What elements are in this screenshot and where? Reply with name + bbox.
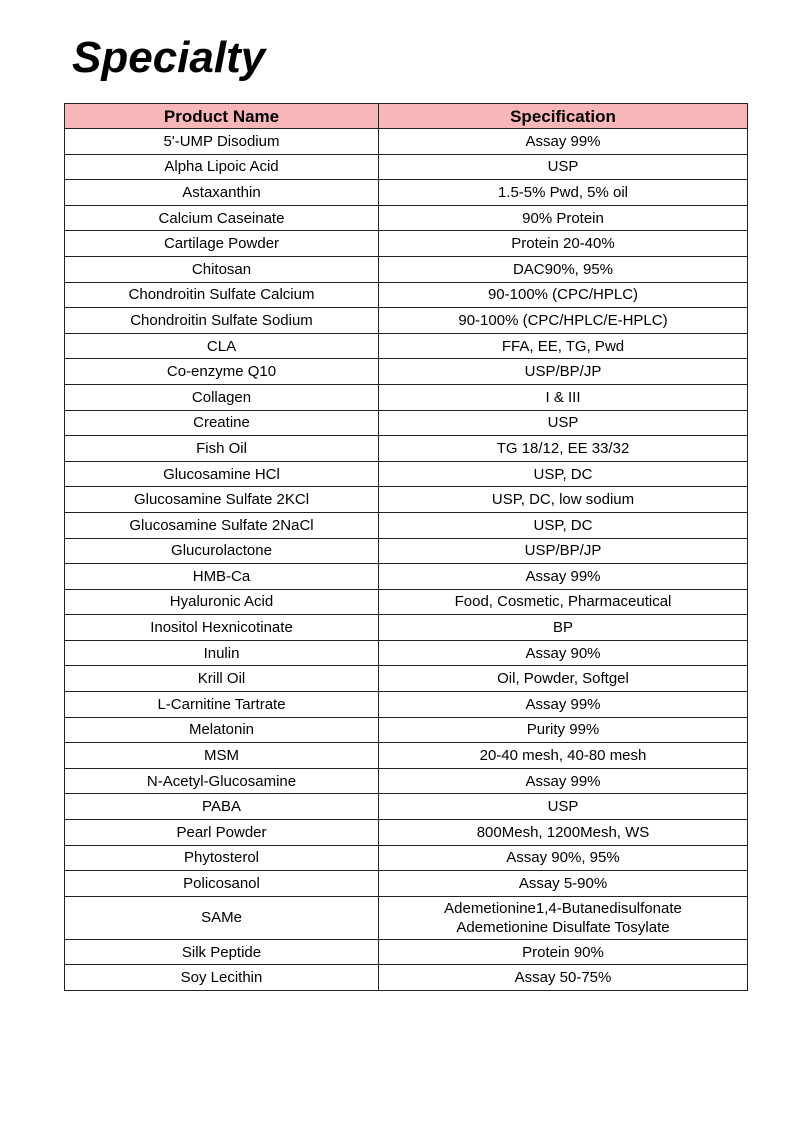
specification-cell [379, 512, 748, 538]
specification-cell [379, 743, 748, 769]
specification-line: USP [547, 414, 579, 432]
specification-cell [379, 871, 748, 897]
table-row [65, 965, 748, 991]
specification-line: 1.5-5% Pwd, 5% oil [497, 183, 629, 201]
product-name-cell: MSM [65, 743, 379, 769]
product-name-cell: Phytosterol [65, 845, 379, 871]
product-name-cell: HMB-Ca [65, 564, 379, 590]
table-row [65, 154, 748, 180]
table-row [65, 939, 748, 965]
specification-cell [379, 717, 748, 743]
specification-line: Food, Cosmetic, Pharmaceutical [454, 593, 672, 611]
table-row [65, 205, 748, 231]
table-row [65, 461, 748, 487]
specification-line: I & III [545, 388, 581, 406]
table-row [65, 129, 748, 155]
table-row [65, 871, 748, 897]
specification-line: Assay 90% [525, 644, 601, 662]
specification-line: USP, DC, low sodium [491, 491, 635, 509]
table-header-row [65, 104, 748, 129]
specification-cell [379, 410, 748, 436]
specification-cell [379, 768, 748, 794]
specification-cell [379, 896, 748, 939]
specification-cell [379, 666, 748, 692]
specification-cell [379, 845, 748, 871]
specification-line: USP [547, 798, 579, 816]
specification-line: DAC90%, 95% [512, 260, 614, 278]
product-name-cell: Pearl Powder [65, 820, 379, 846]
product-name-cell: Chitosan [65, 256, 379, 282]
specification-cell [379, 333, 748, 359]
table-row [65, 692, 748, 718]
product-name-cell: Policosanol [65, 871, 379, 897]
product-name-cell: Hyaluronic Acid [65, 589, 379, 615]
specification-cell [379, 205, 748, 231]
product-name-cell: Melatonin [65, 717, 379, 743]
specification-cell [379, 939, 748, 965]
product-name-cell: 5'-UMP Disodium [65, 129, 379, 155]
specification-cell [379, 692, 748, 718]
specification-line: Protein 90% [522, 943, 604, 961]
specification-cell [379, 589, 748, 615]
specification-cell [379, 794, 748, 820]
table-row [65, 436, 748, 462]
specification-line: 20-40 mesh, 40-80 mesh [479, 747, 647, 765]
product-name-cell: Collagen [65, 384, 379, 410]
product-name-cell: Glucosamine Sulfate 2NaCl [65, 512, 379, 538]
table-row [65, 640, 748, 666]
table-row [65, 666, 748, 692]
specification-line: Assay 99% [525, 567, 601, 585]
specification-cell [379, 461, 748, 487]
product-name-cell: Co-enzyme Q10 [65, 359, 379, 385]
product-name-cell: Inulin [65, 640, 379, 666]
product-name-cell: PABA [65, 794, 379, 820]
table-row [65, 794, 748, 820]
specification-line: 800Mesh, 1200Mesh, WS [476, 823, 650, 841]
specification-cell [379, 615, 748, 641]
product-name-cell: Calcium Caseinate [65, 205, 379, 231]
specification-line: Assay 50-75% [514, 969, 612, 987]
specification-line: Assay 90%, 95% [506, 849, 620, 867]
table-row [65, 180, 748, 206]
product-name-cell: Cartilage Powder [65, 231, 379, 257]
product-name-cell: CLA [65, 333, 379, 359]
specification-cell [379, 965, 748, 991]
table-row [65, 845, 748, 871]
table-row [65, 359, 748, 385]
table-row [65, 487, 748, 513]
specification-cell [379, 640, 748, 666]
table-body [65, 129, 748, 991]
table-row [65, 256, 748, 282]
table-row [65, 282, 748, 308]
product-name-cell: Alpha Lipoic Acid [65, 154, 379, 180]
table-row [65, 538, 748, 564]
table-row [65, 308, 748, 334]
product-name-cell: N-Acetyl-Glucosamine [65, 768, 379, 794]
specification-cell [379, 538, 748, 564]
product-name-cell: Inositol Hexnicotinate [65, 615, 379, 641]
specification-line: 90-100% (CPC/HPLC/E-HPLC) [458, 311, 668, 329]
specification-line: Assay 99% [525, 695, 601, 713]
product-name-cell: SAMe [65, 896, 379, 939]
specification-line: USP/BP/JP [524, 363, 602, 381]
table-row [65, 589, 748, 615]
specification-cell [379, 256, 748, 282]
specification-line: Protein 20-40% [511, 235, 615, 253]
specification-cell [379, 820, 748, 846]
specification-line: Ademetionine Disulfate Tosylate [456, 918, 670, 936]
table-row [65, 743, 748, 769]
product-name-cell: Krill Oil [65, 666, 379, 692]
table-row [65, 896, 748, 939]
header-specification: Specification [379, 104, 748, 129]
specification-line: Assay 99% [525, 772, 601, 790]
specification-line: USP, DC [533, 465, 593, 483]
specification-cell [379, 129, 748, 155]
product-name-cell: L-Carnitine Tartrate [65, 692, 379, 718]
specification-cell [379, 436, 748, 462]
product-name-cell: Glucosamine Sulfate 2KCl [65, 487, 379, 513]
specification-line: Assay 99% [525, 132, 601, 150]
table-row [65, 768, 748, 794]
specification-cell [379, 564, 748, 590]
product-name-cell: Glucurolactone [65, 538, 379, 564]
specification-line: 90-100% (CPC/HPLC) [487, 286, 639, 304]
specification-cell [379, 231, 748, 257]
table-row [65, 333, 748, 359]
product-name-cell: Chondroitin Sulfate Sodium [65, 308, 379, 334]
product-name-cell: Creatine [65, 410, 379, 436]
specification-line: Assay 5-90% [518, 875, 608, 893]
table-row [65, 384, 748, 410]
specification-line: USP/BP/JP [524, 542, 602, 560]
specification-cell [379, 384, 748, 410]
specification-line: FFA, EE, TG, Pwd [501, 337, 625, 355]
specification-cell [379, 487, 748, 513]
product-name-cell: Soy Lecithin [65, 965, 379, 991]
specification-line: BP [552, 619, 573, 637]
table-row [65, 410, 748, 436]
product-table [64, 103, 748, 991]
specification-line: Oil, Powder, Softgel [497, 670, 629, 688]
page-title: Specialty [72, 33, 266, 82]
specification-cell [379, 359, 748, 385]
specification-line: 90% Protein [522, 209, 604, 227]
specification-line: USP [547, 158, 579, 176]
specification-cell [379, 282, 748, 308]
specification-line: TG 18/12, EE 33/32 [496, 439, 630, 457]
table-row [65, 615, 748, 641]
specification-line: Ademetionine1,4-Butanedisulfonate [444, 899, 682, 917]
specification-cell [379, 308, 748, 334]
table-row [65, 564, 748, 590]
specification-line: USP, DC [533, 516, 593, 534]
specification-cell [379, 154, 748, 180]
table-row [65, 717, 748, 743]
header-product-name: Product Name [65, 104, 379, 129]
table-row [65, 231, 748, 257]
product-name-cell: Astaxanthin [65, 180, 379, 206]
product-name-cell: Chondroitin Sulfate Calcium [65, 282, 379, 308]
product-name-cell: Silk Peptide [65, 939, 379, 965]
specification-line: Purity 99% [526, 721, 600, 739]
specification-cell [379, 180, 748, 206]
table-row [65, 820, 748, 846]
product-name-cell: Fish Oil [65, 436, 379, 462]
product-name-cell: Glucosamine HCl [65, 461, 379, 487]
table-row [65, 512, 748, 538]
